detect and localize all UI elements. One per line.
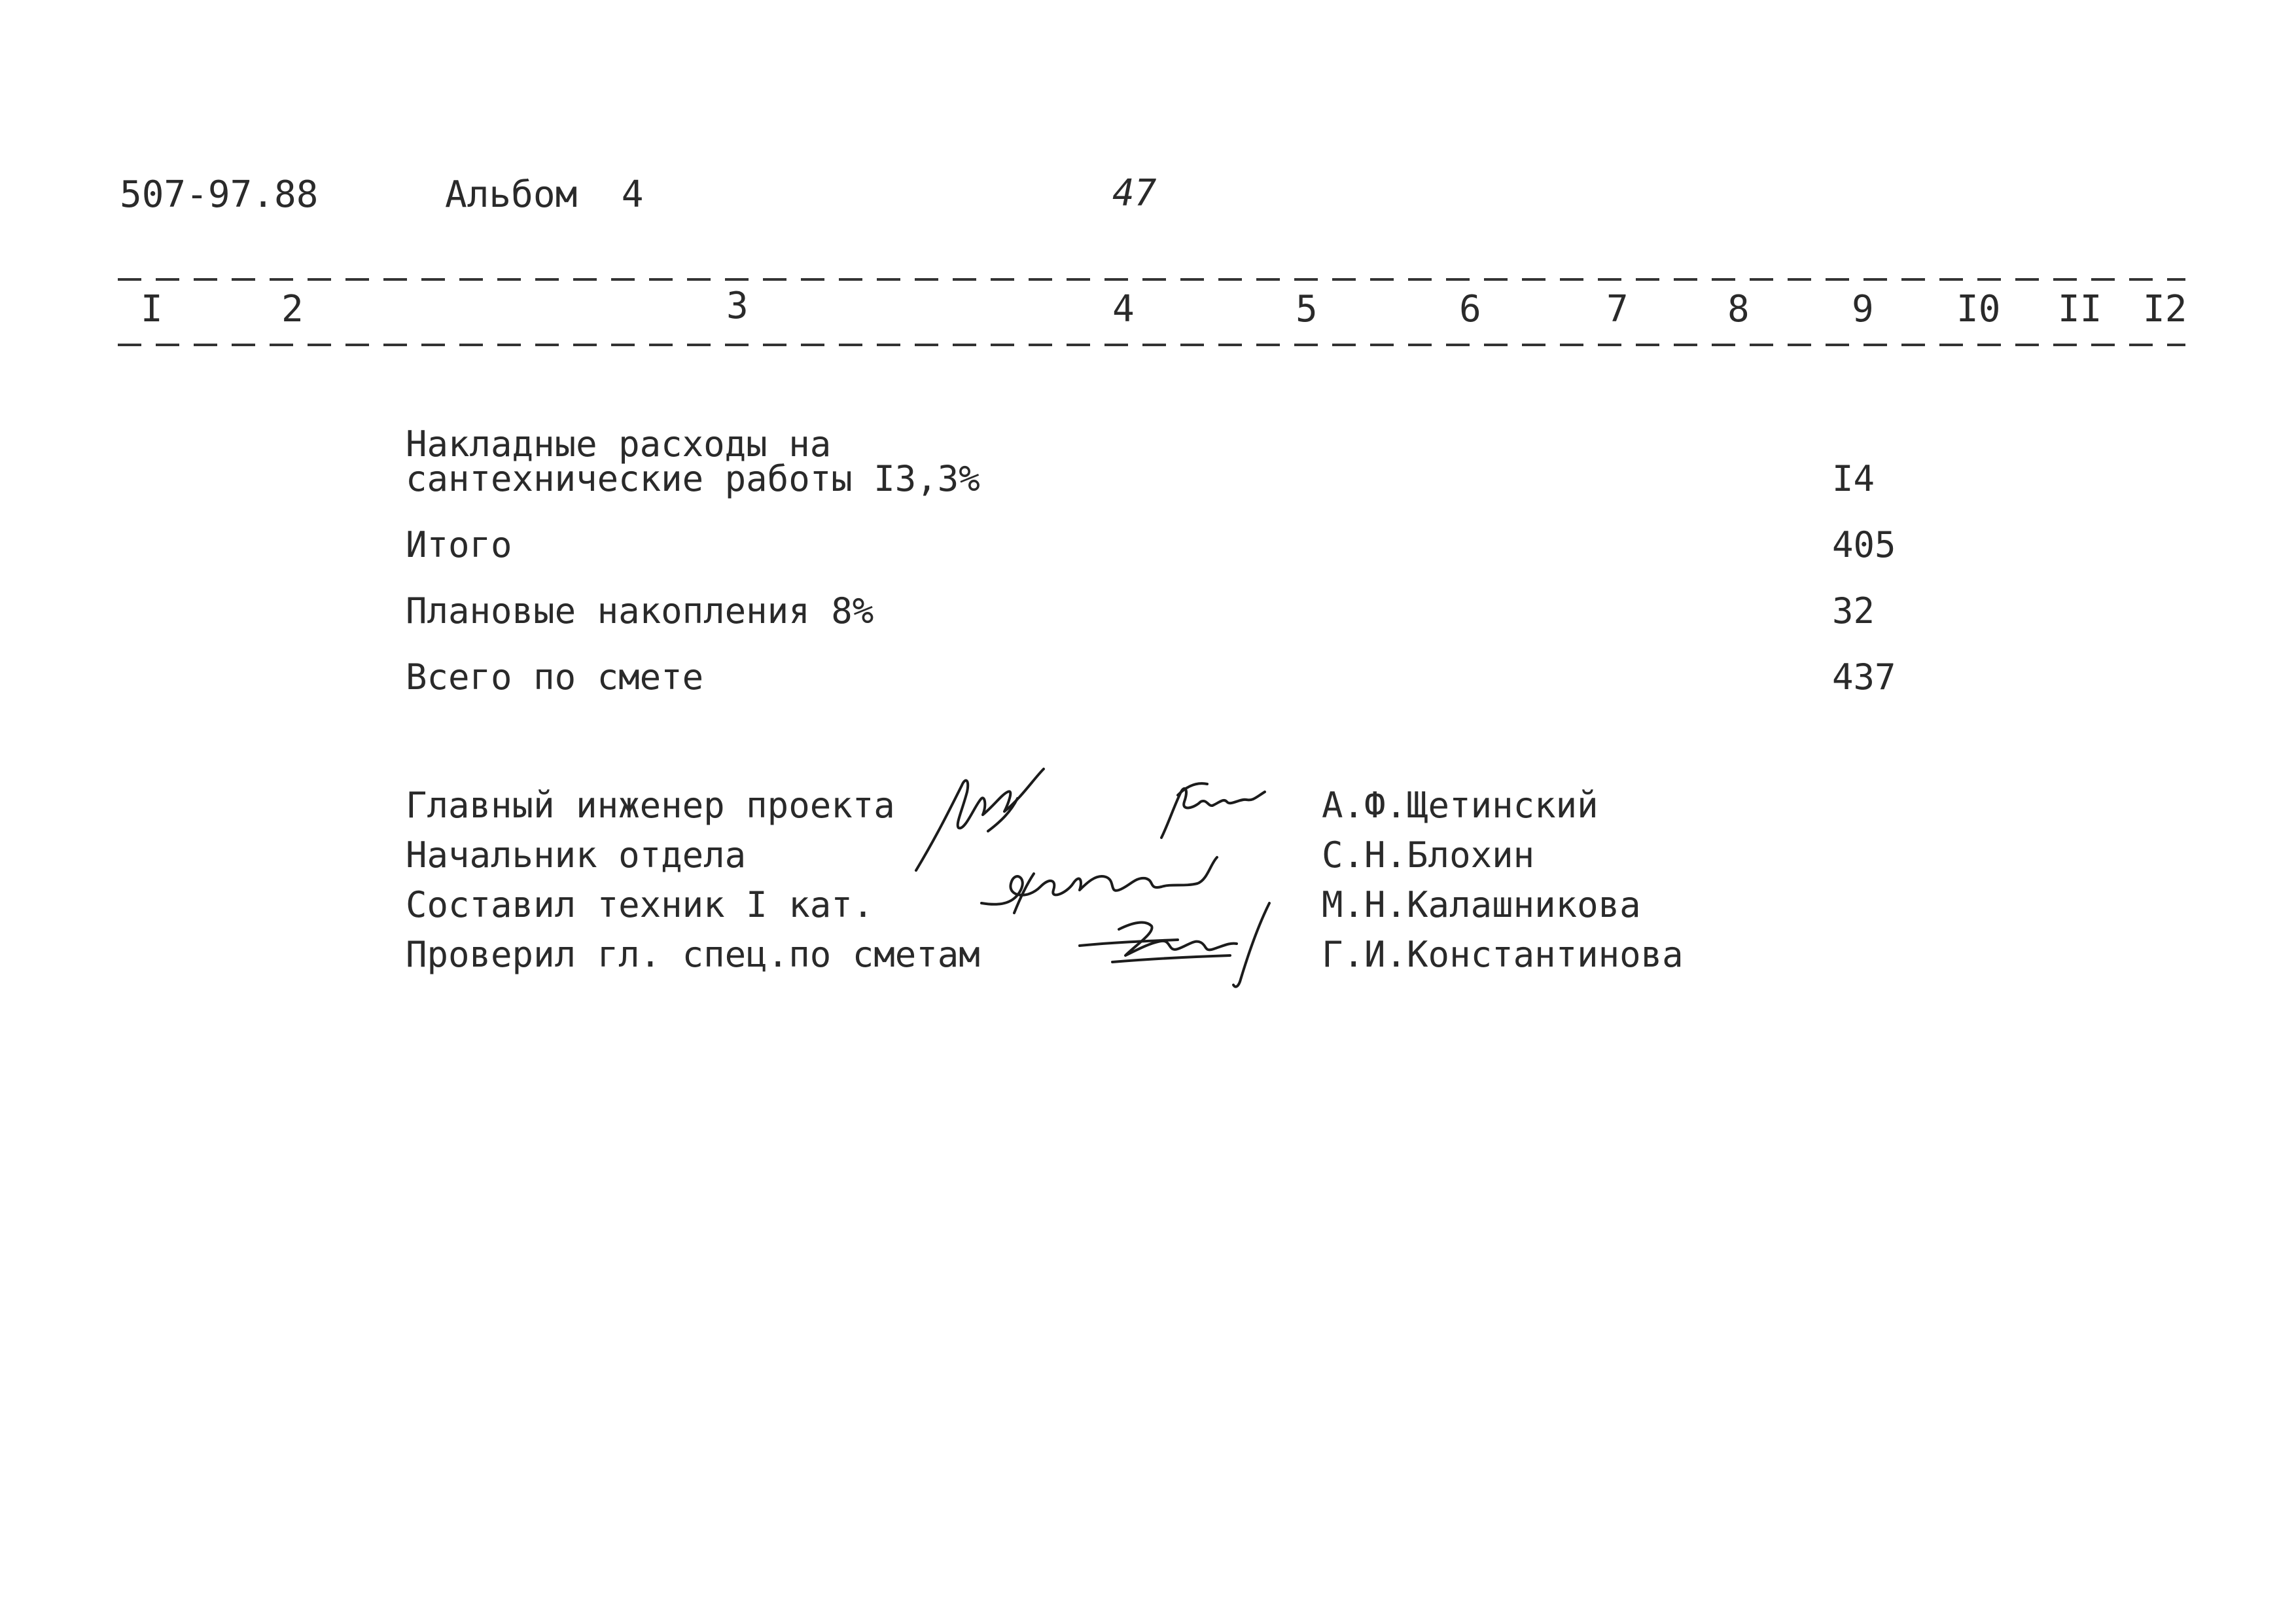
row-label-overhead-line2: сантехнические работы I3,3% [406,458,980,499]
row-value-planned-savings: 32 [1832,590,1875,632]
signature-name-department-head: С.Н.Блохин [1322,834,1535,876]
row-label-subtotal: Итого [406,524,512,565]
header-rule-bottom [118,344,2185,346]
column-number-8: 8 [1727,288,1750,330]
signature-role-compiler: Составил техник I кат. [406,884,874,925]
column-number-6: 6 [1459,288,1481,330]
column-number-10: I0 [1956,288,2001,330]
column-number-7: 7 [1606,288,1629,330]
column-number-12: I2 [2143,288,2187,330]
column-number-3: 3 [726,285,749,327]
column-number-4: 4 [1112,288,1135,330]
signature-role-chief-engineer: Главный инженер проекта [406,785,895,826]
column-number-5: 5 [1296,288,1318,330]
album-label: Альбом 4 [445,173,644,216]
signature-role-checker: Проверил гл. спец.по сметам [406,934,980,975]
row-value-grand-total: 437 [1832,656,1896,698]
signature-name-checker: Г.И.Константинова [1322,934,1684,975]
signature-name-chief-engineer: А.Ф.Щетинский [1322,785,1598,826]
document-code: 507-97.88 [120,173,319,216]
row-label-overhead-line1: Накладные расходы на [406,423,832,465]
page-number: 47 [1112,172,1157,215]
header-rule-top [118,278,2185,281]
row-label-grand-total: Всего по смете [406,656,704,698]
column-number-9: 9 [1852,288,1874,330]
signature-role-department-head: Начальник отдела [406,834,747,876]
column-number-11: II [2058,288,2102,330]
row-label-planned-savings: Плановые накопления 8% [406,590,874,632]
signature-name-compiler: М.Н.Калашникова [1322,884,1641,925]
column-number-1: I [141,288,163,330]
handwritten-signature-department-head [1148,772,1273,851]
row-value-subtotal: 405 [1832,524,1896,565]
handwritten-signature-checker [1073,897,1296,995]
row-value-overhead: I4 [1832,458,1875,499]
column-number-2: 2 [281,288,304,330]
